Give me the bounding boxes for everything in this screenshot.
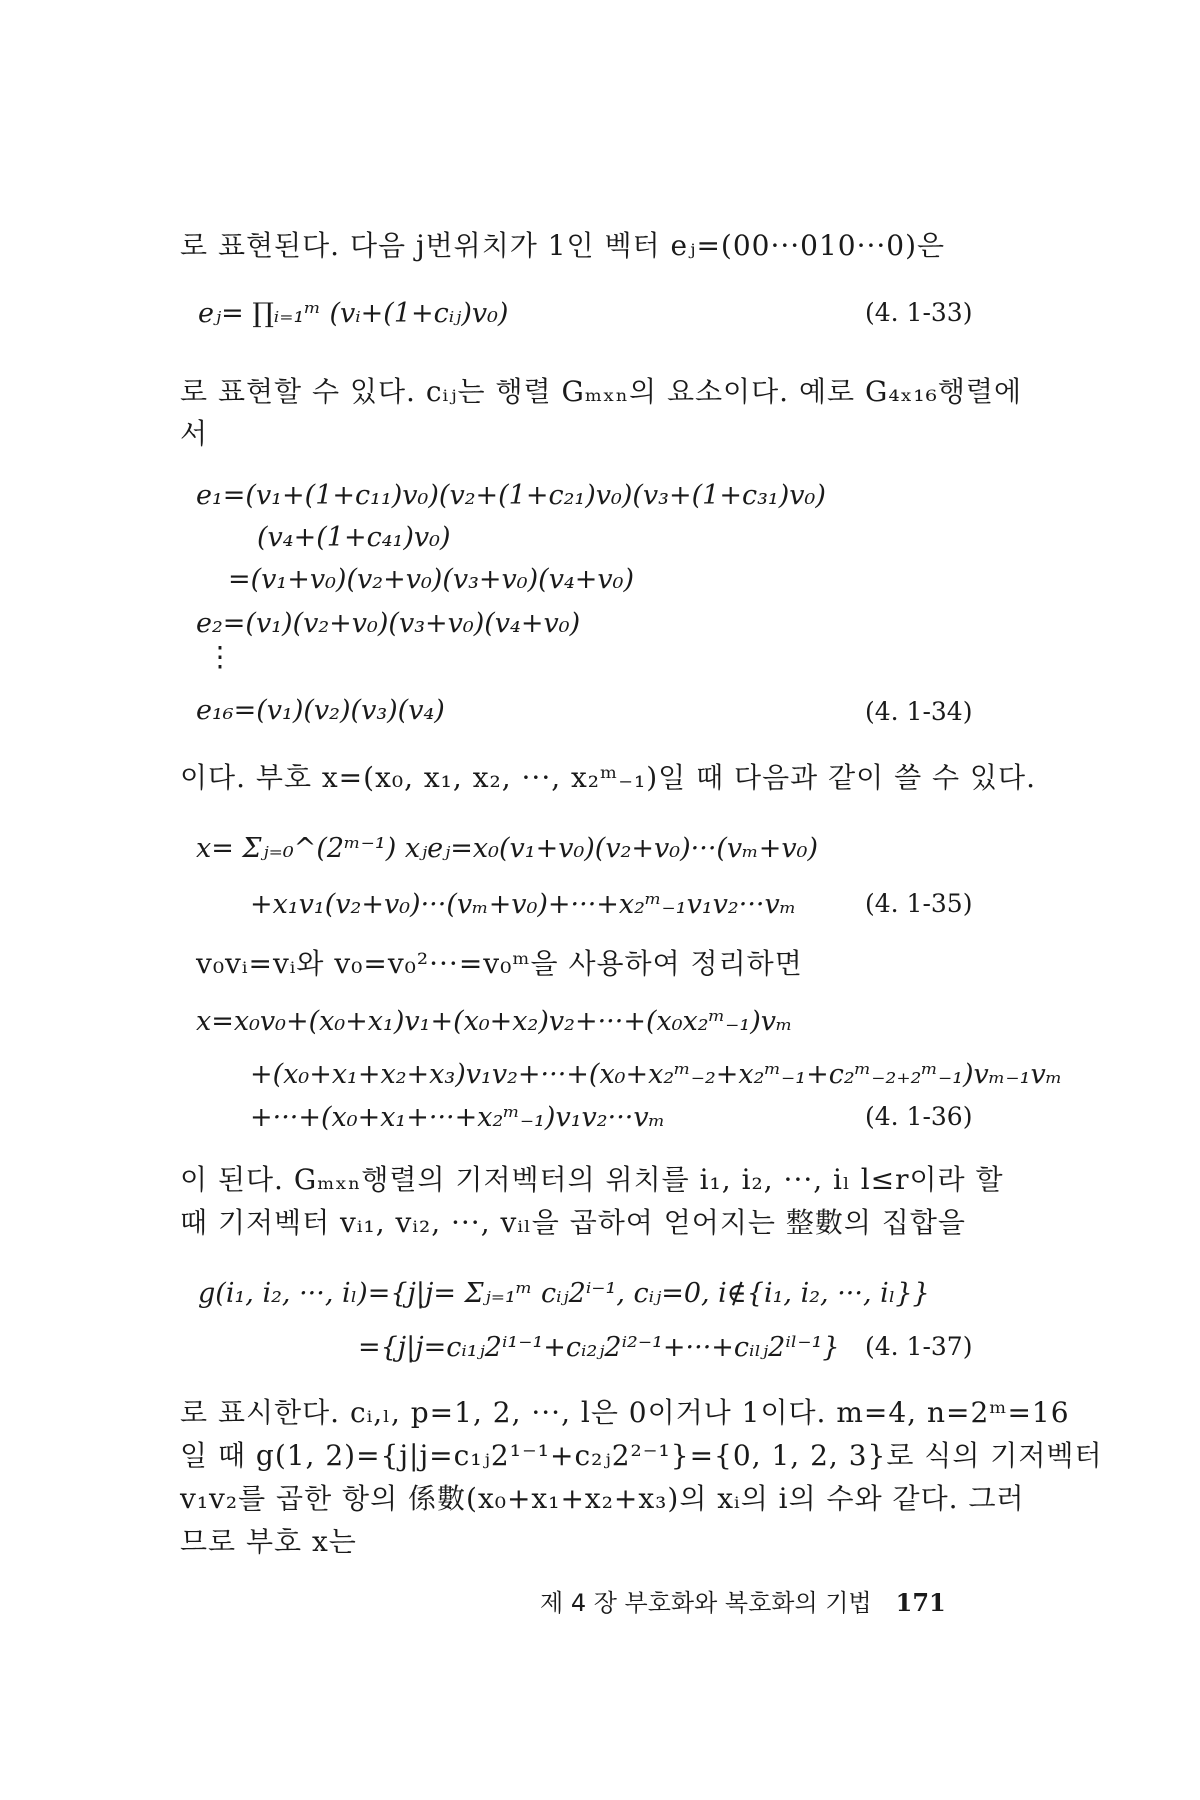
equation-line: x= Σⱼ₌₀^(2ᵐ⁻¹) xⱼeⱼ=x₀(v₁+v₀)(v₂+v₀)···(vₘ+v₀) bbox=[196, 833, 818, 864]
equation-line: e₁₆=(v₁)(v₂)(v₃)(v₄) bbox=[196, 695, 445, 726]
paragraph-line: 므로 부호 x는 bbox=[180, 1525, 357, 1558]
equation-line: x=x₀v₀+(x₀+x₁)v₁+(x₀+x₂)v₂+···+(x₀x₂ᵐ₋₁)vₘ bbox=[196, 1006, 793, 1037]
equation-line: =(v₁+v₀)(v₂+v₀)(v₃+v₀)(v₄+v₀) bbox=[228, 564, 635, 595]
equation-line: +(x₀+x₁+x₂+x₃)v₁v₂+···+(x₀+x₂ᵐ₋₂+x₂ᵐ₋₁+c₂ᵐ₋₂₊₂ᵐ₋₁)vₘ₋₁vₘ bbox=[250, 1059, 1063, 1090]
paragraph-line: 이 된다. Gₘₓₙ행렬의 기저벡터의 위치를 i₁, i₂, ···, iₗ l≤r이라 할 bbox=[180, 1163, 1004, 1196]
equation-number: (4. 1-37) bbox=[865, 1332, 973, 1361]
equation-line: g(i₁, i₂, ···, iₗ)={j|j= Σⱼ₌₁ᵐ cᵢⱼ2ⁱ⁻¹, cᵢⱼ=0, i∉{i₁, i₂, ···, iₗ}} bbox=[198, 1278, 930, 1309]
chapter-title: 제 4 장 부호화와 복호화의 기법 bbox=[540, 1589, 872, 1617]
equation-number: (4. 1-34) bbox=[865, 697, 973, 726]
equation-line: +x₁v₁(v₂+v₀)···(vₘ+v₀)+···+x₂ᵐ₋₁v₁v₂···vₘ bbox=[250, 889, 797, 920]
paragraph-line: 로 표현된다. 다음 j번위치가 1인 벡터 eⱼ=(00···010···0)은 bbox=[180, 229, 946, 262]
equation-line: ={j|j=cᵢ₁ⱼ2ⁱ¹⁻¹+cᵢ₂ⱼ2ⁱ²⁻¹+···+cᵢₗⱼ2ⁱˡ⁻¹} bbox=[358, 1332, 840, 1363]
equation-number: (4. 1-36) bbox=[865, 1102, 973, 1131]
paragraph-line: 로 표현할 수 있다. cᵢⱼ는 행렬 Gₘₓₙ의 요소이다. 예로 G₄ₓ₁₆행렬에 bbox=[180, 375, 1023, 408]
vertical-ellipsis: ⋮ bbox=[206, 640, 234, 673]
equation-line: +···+(x₀+x₁+···+x₂ᵐ₋₁)v₁v₂···vₘ bbox=[250, 1102, 666, 1133]
paragraph-line: v₀vᵢ=vᵢ와 v₀=v₀²···=v₀ᵐ을 사용하여 정리하면 bbox=[196, 947, 803, 980]
equation-4-1-33: eⱼ= ∏ᵢ₌₁ᵐ (vᵢ+(1+cᵢⱼ)v₀) bbox=[198, 298, 509, 329]
equation-number: (4. 1-33) bbox=[865, 298, 973, 327]
equation-line: e₂=(v₁)(v₂+v₀)(v₃+v₀)(v₄+v₀) bbox=[196, 608, 581, 639]
paragraph-line: v₁v₂를 곱한 항의 係數(x₀+x₁+x₂+x₃)의 xᵢ의 i의 수와 같다. 그러 bbox=[180, 1482, 1025, 1515]
paragraph-line: 이다. 부호 x=(x₀, x₁, x₂, ···, x₂ᵐ₋₁)일 때 다음과 같이 쓸 수 있다. bbox=[180, 761, 1036, 794]
equation-number: (4. 1-35) bbox=[865, 889, 973, 918]
paragraph-line: 서 bbox=[180, 417, 209, 450]
page-number: 171 bbox=[895, 1588, 946, 1617]
paragraph-line: 로 표시한다. cᵢ,ₗ, p=1, 2, ···, l은 0이거나 1이다. m=4, n=2ᵐ=16 bbox=[180, 1396, 1070, 1429]
paragraph-line: 일 때 g(1, 2)={j|j=c₁ⱼ2¹⁻¹+c₂ⱼ2²⁻¹}={0, 1, 2, 3}로 식의 기저벡터 bbox=[180, 1439, 1103, 1472]
page-footer bbox=[540, 1583, 946, 1618]
equation-line: e₁=(v₁+(1+c₁₁)v₀)(v₂+(1+c₂₁)v₀)(v₃+(1+c₃₁)v₀) bbox=[196, 480, 826, 511]
paragraph-line: 때 기저벡터 vᵢ₁, vᵢ₂, ···, vᵢₗ을 곱하여 얻어지는 整數의 집합을 bbox=[180, 1206, 966, 1239]
equation-line: (v₄+(1+c₄₁)v₀) bbox=[257, 522, 451, 553]
